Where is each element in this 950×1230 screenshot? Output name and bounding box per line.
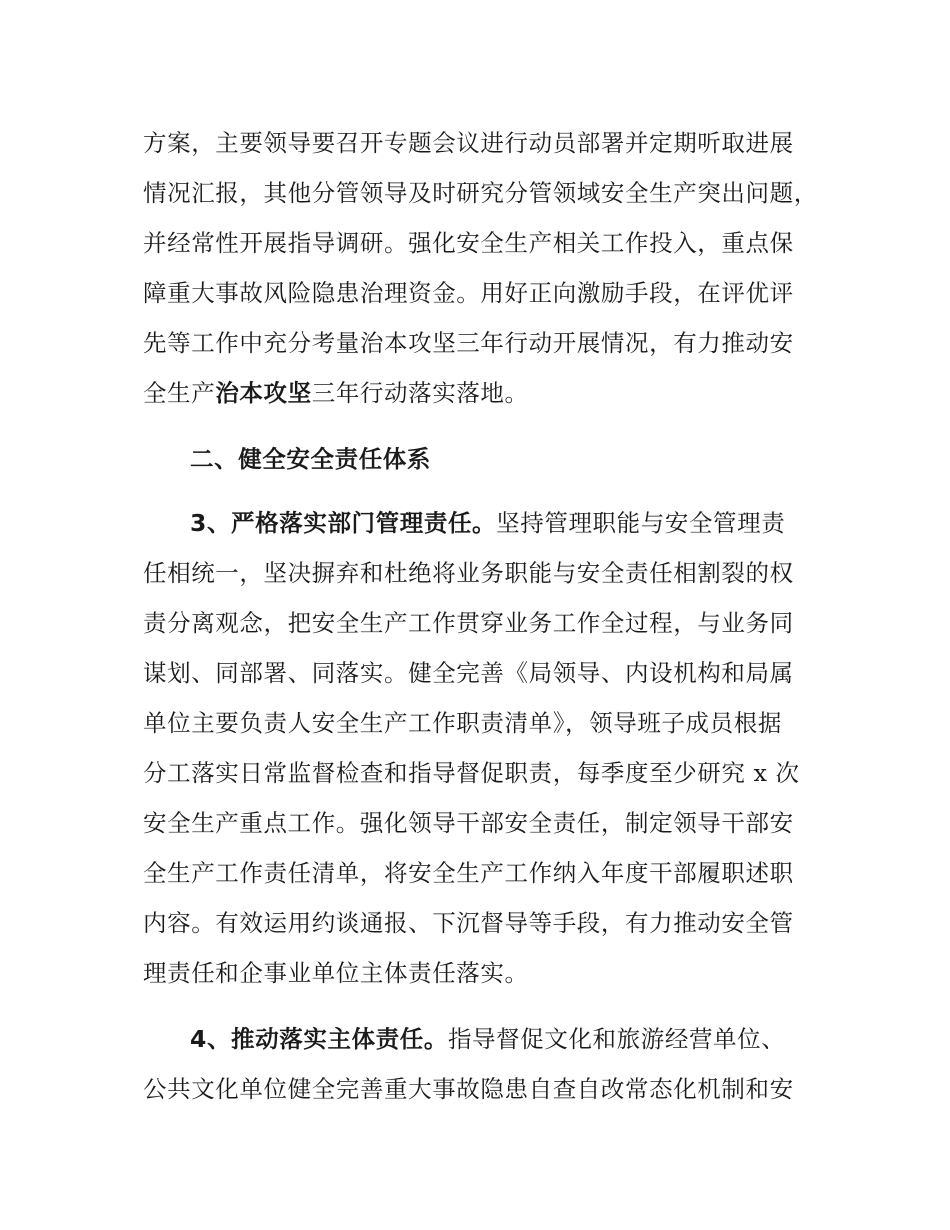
paragraph-line: 内容。有效运用约谈通报、下沉督导等手段，有力推动安全管: [143, 909, 794, 937]
section-heading: 二、健全安全责任体系: [190, 445, 431, 473]
item-title: 3、严格落实部门管理责任。: [190, 509, 497, 537]
paragraph-line: 情况汇报，其他分管领导及时研究分管领域安全生产突出问题，: [143, 179, 818, 207]
item-title-line: [190, 1014, 870, 1064]
paragraph-line: 单位主要负责人安全生产工作职责清单》，领导班子成员根据: [143, 709, 782, 737]
text-run: 三年行动落实落地。: [311, 379, 529, 407]
paragraph-line: 谋划、同部署、同落实。健全完善《局领导、内设机构和局属: [143, 659, 794, 687]
item-title-line: [190, 498, 870, 548]
text-run: 指导督促文化和旅游经营单位、: [447, 1025, 786, 1053]
paragraph-line: 任相统一，坚决摒弃和杜绝将业务职能与安全责任相割裂的权: [143, 559, 794, 587]
paragraph-line: 方案，主要领导要召开专题会议进行动员部署并定期听取进展: [143, 129, 794, 157]
paragraph-line: 理责任和企事业单位主体责任落实。: [143, 959, 529, 987]
paragraph-line: 安全生产重点工作。强化领导干部安全责任，制定领导干部安: [143, 809, 794, 837]
paragraph-line: 责分离观念，把安全生产工作贯穿业务工作全过程，与业务同: [143, 609, 794, 637]
text-run: 全生产: [143, 379, 216, 407]
paragraph-line: 全生产工作责任清单，将安全生产工作纳入年度干部履职述职: [143, 859, 794, 887]
bold-text-run: 治本攻坚: [215, 379, 312, 407]
paragraph-line: 公共文化单位健全完善重大事故隐患自查自改常态化机制和安: [143, 1075, 794, 1103]
paragraph-line: 先等工作中充分考量治本攻坚三年行动开展情况，有力推动安: [143, 329, 794, 357]
item-title: 4、推动落实主体责任。: [190, 1025, 448, 1053]
paragraph-line: [143, 368, 823, 418]
paragraph-line: 障重大事故风险隐患治理资金。用好正向激励手段，在评优评: [143, 279, 794, 307]
paragraph-line: 并经常性开展指导调研。强化安全生产相关工作投入，重点保: [143, 229, 794, 257]
text-run: 坚持管理职能与安全管理责: [496, 509, 786, 537]
paragraph-line: 分工落实日常监督检查和指导督促职责，每季度至少研究 x 次: [143, 759, 800, 787]
